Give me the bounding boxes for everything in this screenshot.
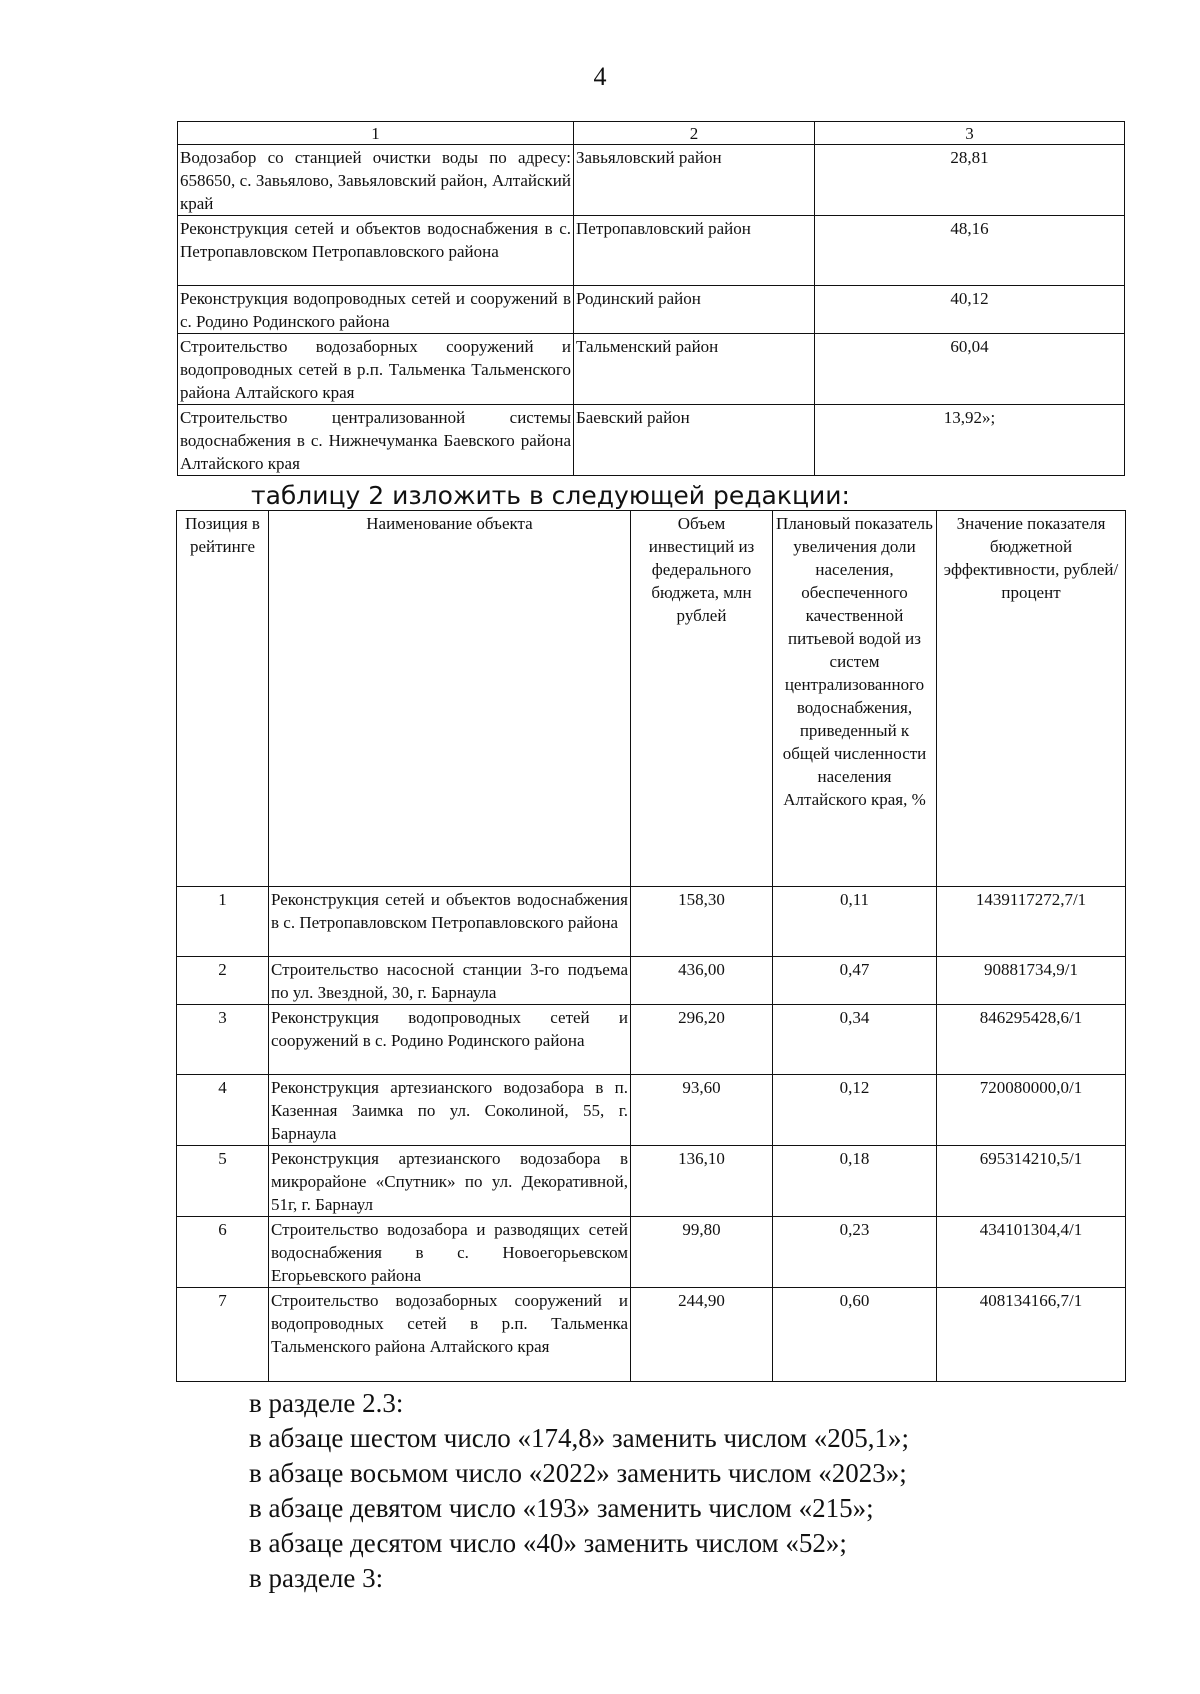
investment-value: 244,90 <box>631 1288 773 1382</box>
table-row <box>177 1075 1126 1146</box>
efficiency-value: 695314210,5/1 <box>937 1146 1126 1217</box>
indicator-value: 0,60 <box>773 1288 937 1382</box>
paragraph-section-3: в разделе 3: <box>249 1563 384 1593</box>
table-object-list <box>177 121 1125 476</box>
efficiency-value: 90881734,9/1 <box>937 957 1126 1005</box>
table-row <box>178 145 1125 216</box>
paragraph-abzac-10: в абзаце десятом число «40» заменить числом «52»; <box>249 1528 847 1558</box>
table-row <box>177 957 1126 1005</box>
object-name: Реконструкция сетей и объектов водоснабжения в с. Петропавловском Петропавловского района <box>178 216 574 286</box>
object-name: Строительство водозаборных сооружений и водопроводных сетей в р.п. Тальменка Тальменского района Алтайского края <box>269 1288 631 1382</box>
efficiency-value: 846295428,6/1 <box>937 1005 1126 1075</box>
rating-position: 1 <box>177 887 269 957</box>
paragraph-section-2-3: в разделе 2.3: <box>249 1388 404 1418</box>
indicator-value: 0,11 <box>773 887 937 957</box>
table-row <box>178 334 1125 405</box>
column-number-2: 2 <box>574 122 815 145</box>
rating-position: 2 <box>177 957 269 1005</box>
header-efficiency: Значение показателя бюджетной эффективности, рублей/процент <box>937 511 1126 887</box>
indicator-value: 0,12 <box>773 1075 937 1146</box>
table-header-row <box>178 122 1125 145</box>
object-name: Строительство централизованной системы водоснабжения в с. Нижнечуманка Баевского района Алтайского края <box>178 405 574 476</box>
object-value: 13,92»; <box>815 405 1125 476</box>
district-name: Родинский район <box>574 286 815 334</box>
object-name: Реконструкция артезианского водозабора в микрорайоне «Спутник» по ул. Декоративной, 51г, г. Барнаул <box>269 1146 631 1217</box>
paragraph-abzac-8: в абзаце восьмом число «2022» заменить числом «2023»; <box>249 1458 907 1488</box>
header-object-name: Наименование объекта <box>269 511 631 887</box>
column-number-1: 1 <box>178 122 574 145</box>
table-row <box>178 405 1125 476</box>
efficiency-value: 434101304,4/1 <box>937 1217 1126 1288</box>
object-name: Реконструкция водопроводных сетей и сооружений в с. Родино Родинского района <box>178 286 574 334</box>
rating-position: 7 <box>177 1288 269 1382</box>
table-row <box>178 286 1125 334</box>
indicator-value: 0,23 <box>773 1217 937 1288</box>
header-position: Позиция в рейтинге <box>177 511 269 887</box>
object-name: Реконструкция сетей и объектов водоснабжения в с. Петропавловском Петропавловского района <box>269 887 631 957</box>
indicator-value: 0,18 <box>773 1146 937 1217</box>
rating-position: 4 <box>177 1075 269 1146</box>
investment-value: 99,80 <box>631 1217 773 1288</box>
table2-caption: таблицу 2 изложить в следующей редакции: <box>251 481 850 510</box>
investment-value: 158,30 <box>631 887 773 957</box>
object-name: Строительство водозабора и разводящих сетей водоснабжения в с. Новоегорьевском Егорьевского района <box>269 1217 631 1288</box>
table-rating <box>176 510 1126 1382</box>
district-name: Петропавловский район <box>574 216 815 286</box>
table-row <box>177 887 1126 957</box>
paragraph-abzac-9: в абзаце девятом число «193» заменить числом «215»; <box>249 1493 874 1523</box>
investment-value: 436,00 <box>631 957 773 1005</box>
indicator-value: 0,47 <box>773 957 937 1005</box>
indicator-value: 0,34 <box>773 1005 937 1075</box>
rating-position: 5 <box>177 1146 269 1217</box>
table-row <box>177 1005 1126 1075</box>
efficiency-value: 720080000,0/1 <box>937 1075 1126 1146</box>
district-name: Баевский район <box>574 405 815 476</box>
paragraph-abzac-6: в абзаце шестом число «174,8» заменить числом «205,1»; <box>249 1423 910 1453</box>
object-name: Реконструкция водопроводных сетей и сооружений в с. Родино Родинского района <box>269 1005 631 1075</box>
column-number-3: 3 <box>815 122 1125 145</box>
investment-value: 296,20 <box>631 1005 773 1075</box>
object-name: Водозабор со станцией очистки воды по адресу: 658650, с. Завьялово, Завьяловский район, Алтайский край <box>178 145 574 216</box>
efficiency-value: 1439117272,7/1 <box>937 887 1126 957</box>
table-row <box>177 1288 1126 1382</box>
district-name: Тальменский район <box>574 334 815 405</box>
rating-position: 6 <box>177 1217 269 1288</box>
investment-value: 136,10 <box>631 1146 773 1217</box>
investment-value: 93,60 <box>631 1075 773 1146</box>
header-investment: Объем инвестиций из федерального бюджета, млн рублей <box>631 511 773 887</box>
page-number: 4 <box>593 62 607 91</box>
header-indicator: Плановый показатель увеличения доли населения, обеспеченного качественной питьевой водой из систем централизованного водоснабжения, приведенный к общей численности населения Алтайского края, % <box>773 511 937 887</box>
object-name: Реконструкция артезианского водозабора в п. Казенная Заимка по ул. Соколиной, 55, г. Барнаула <box>269 1075 631 1146</box>
table-header-row <box>177 511 1126 887</box>
object-value: 40,12 <box>815 286 1125 334</box>
district-name: Завьяловский район <box>574 145 815 216</box>
object-name: Строительство водозаборных сооружений и водопроводных сетей в р.п. Тальменка Тальменского района Алтайского края <box>178 334 574 405</box>
table-row <box>177 1146 1126 1217</box>
object-value: 28,81 <box>815 145 1125 216</box>
object-value: 48,16 <box>815 216 1125 286</box>
efficiency-value: 408134166,7/1 <box>937 1288 1126 1382</box>
table-row <box>178 216 1125 286</box>
rating-position: 3 <box>177 1005 269 1075</box>
object-name: Строительство насосной станции 3-го подъема по ул. Звездной, 30, г. Барнаула <box>269 957 631 1005</box>
object-value: 60,04 <box>815 334 1125 405</box>
table-row <box>177 1217 1126 1288</box>
